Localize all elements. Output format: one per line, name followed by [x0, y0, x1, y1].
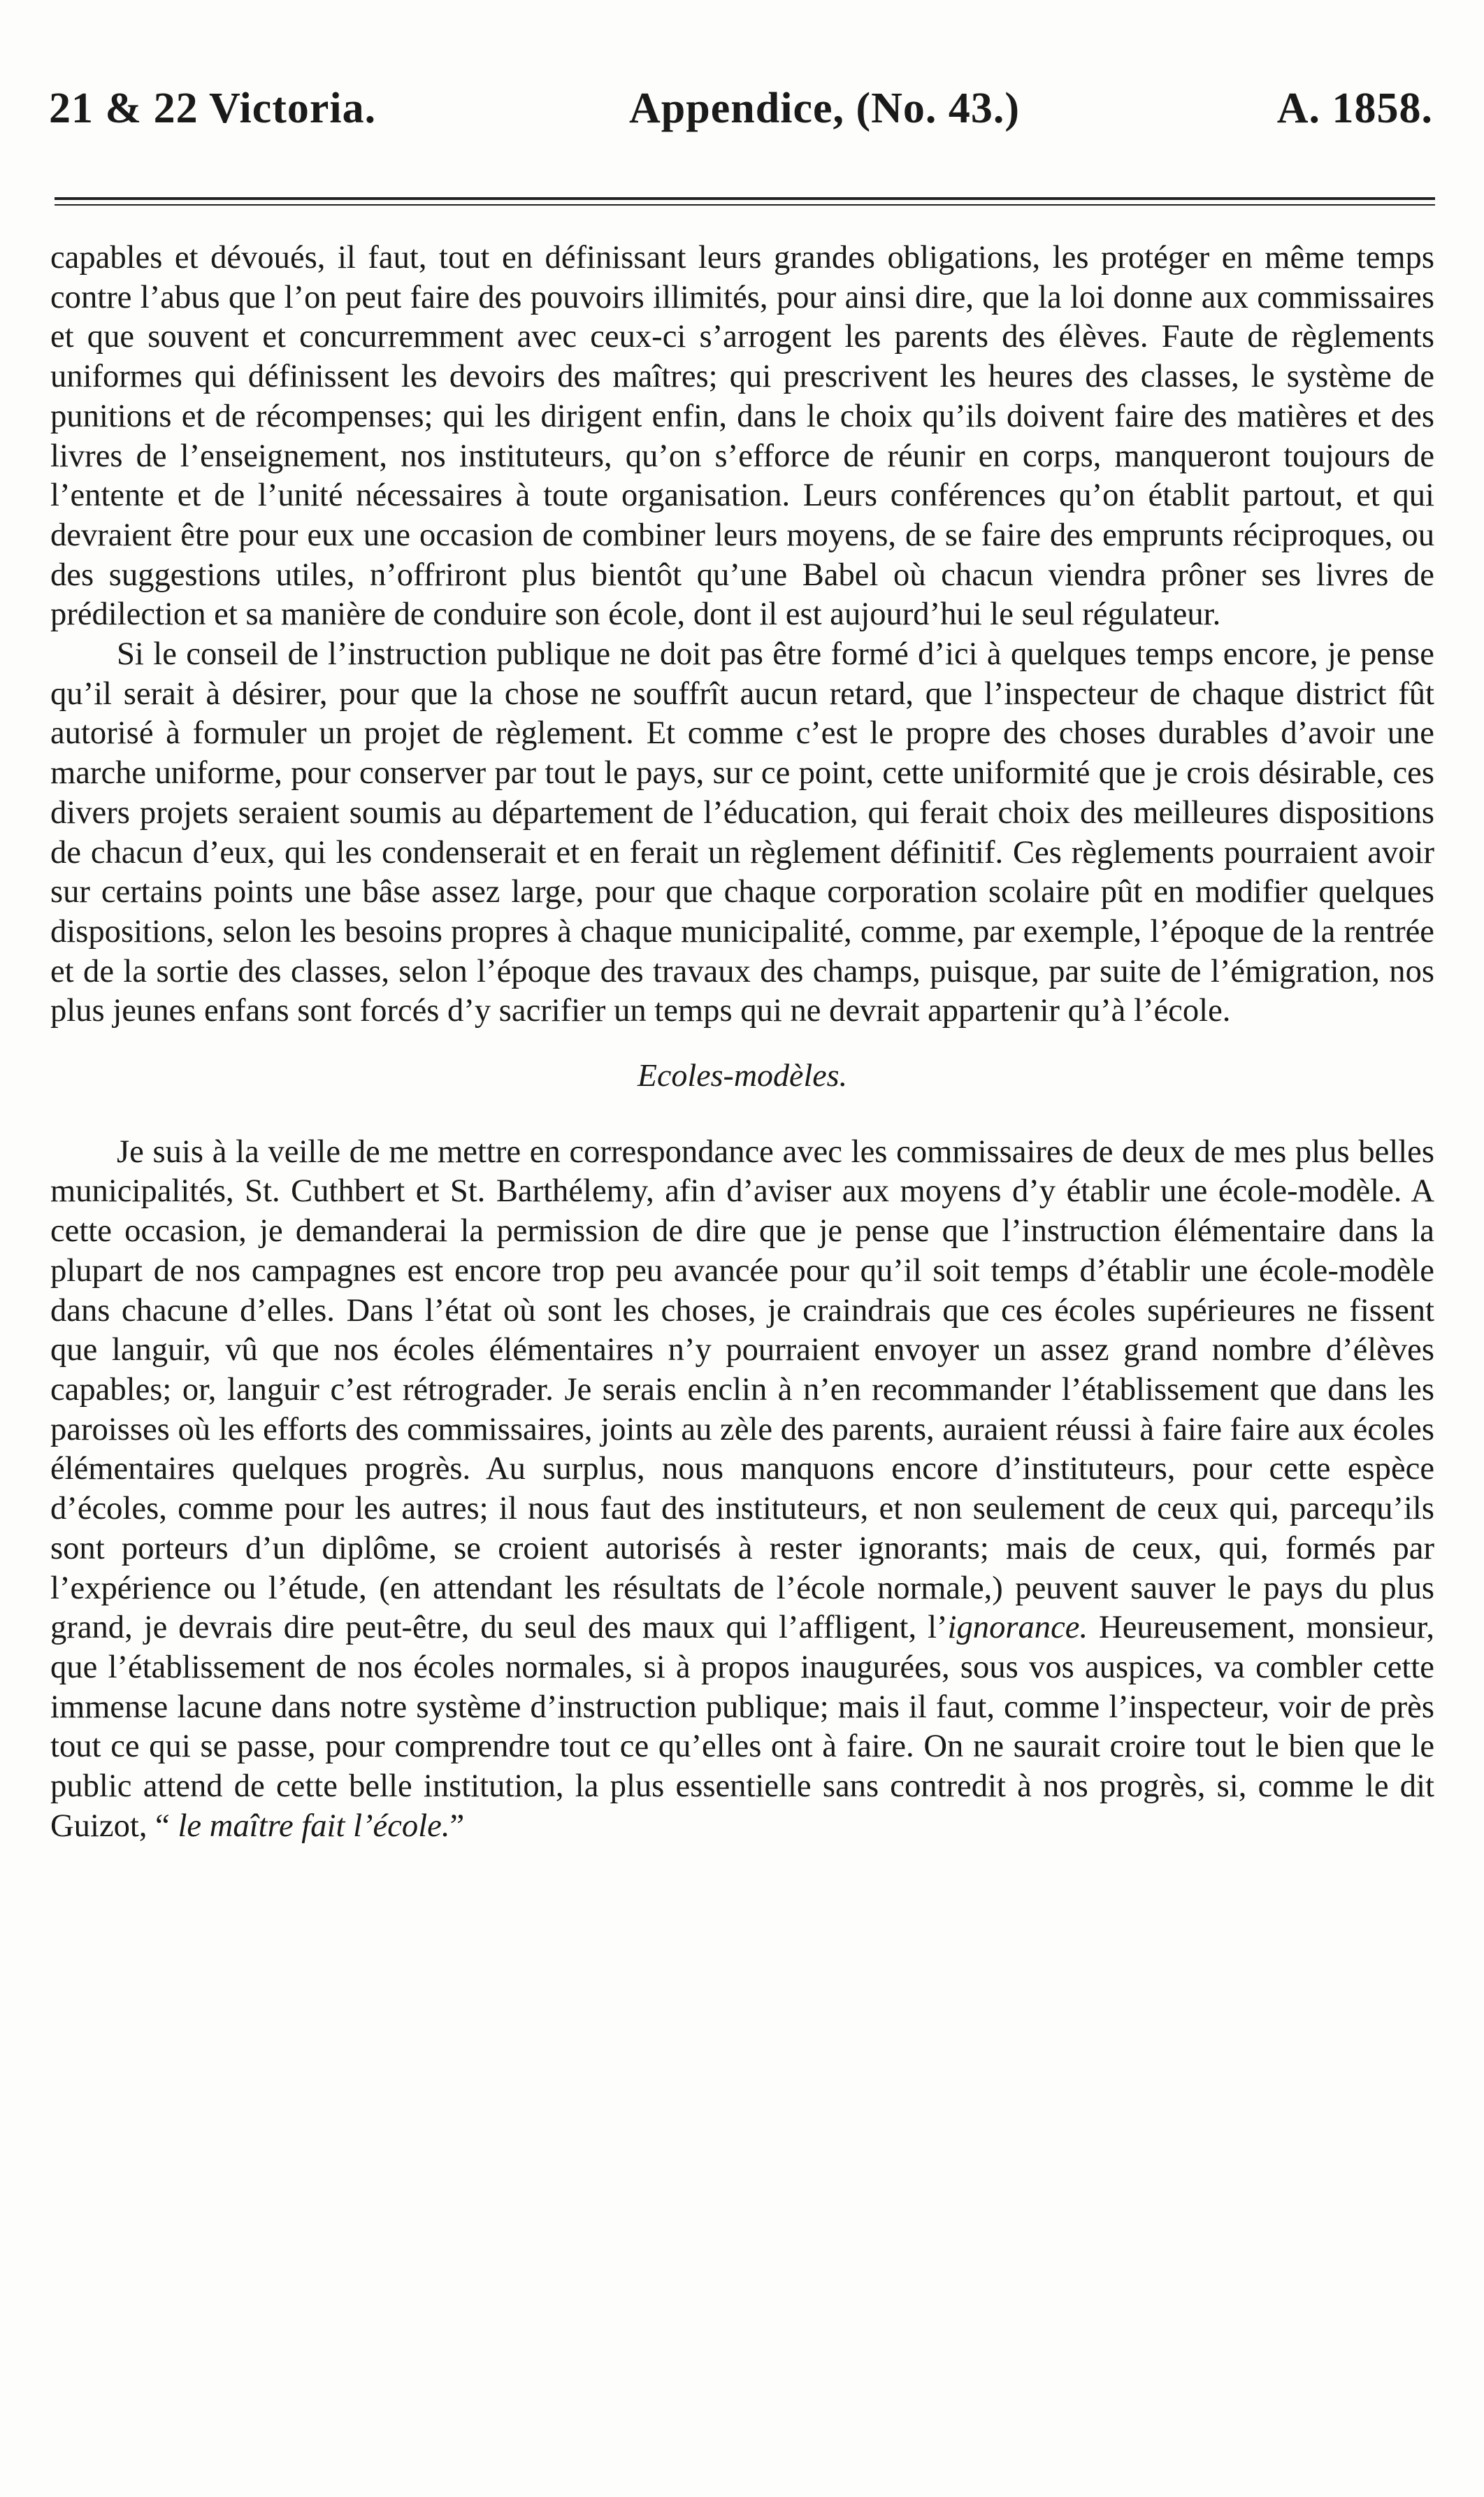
paragraph-2: Si le conseil de l’instruction publique ne doit pas être formé d’ici à quelques temps encore, je pense qu’il serait à désirer, pour que la chose ne souffrît aucun retard, que l’inspecteur de chaque district fût autorisé à formuler un projet de règlement. Et comme c’est le propre des choses durables d’avoir une marche uniforme, pour conserver par tout le pays, sur ce point, cette uniformité que je crois désirable, ces divers projets seraient soumis au département de l’éducation, qui ferait choix des meilleures dispositions de chacun d’eux, qui les condenserait et en ferait un règlement définitif. Ces règlements pourraient avoir sur certains points une bâse assez large, pour que chaque corporation scolaire pût en modifier quelques dispositions, selon les besoins propres à chaque municipalité, comme, par exemple, l’époque de la rentrée et de la sortie des classes, selon l’époque des travaux des champs, puisque, par suite de l’émigration, nos plus jeunes enfans sont forcés d’y sacrifier un temps qui ne devrait appartenir qu’à l’école.: [50, 636, 1434, 1029]
paragraph-3-emphasis-ignorance: ignorance.: [947, 1609, 1088, 1646]
header-rule-thick: [55, 197, 1435, 200]
header-year: A. 1858.: [1276, 85, 1433, 132]
paragraph-3: [50, 1132, 1434, 1846]
header-session: 21 & 22 Victoria.: [49, 85, 377, 132]
paragraph-3-text-c: ”: [449, 1807, 465, 1844]
paragraph-1: capables et dévoués, il faut, tout en définissant leurs grandes obligations, les protéger en même temps contre l’abus que l’on peut faire des pouvoirs illimités, pour ainsi dire, que la loi donne aux commissaires et que souvent et concurremment avec ceux-ci s’arrogent les parents des élèves. Faute de règlements uniformes qui définissent les devoirs des maîtres; qui prescrivent les heures des classes, le système de punitions et de récompenses; qui les dirigent enfin, dans le choix qu’ils doivent faire des matières et des livres de l’enseignement, nos instituteurs, qu’on s’efforce de réunir en corps, manqueront toujours de l’entente et de l’unité nécessaires à toute organisation. Leurs conférences qu’on établit partout, et qui devraient être pour eux une occasion de combiner leurs moyens, de se faire des emprunts réciproques, ou des suggestions utiles, n’offriront plus bientôt qu’une Babel où chacun viendra prôner ses livres de prédilection et sa manière de conduire son école, dont il est aujourd’hui le seul régulateur.: [50, 239, 1434, 633]
paragraph-3-emphasis-quote: le maître fait l’école.: [178, 1807, 450, 1844]
header-appendix: Appendice, (No. 43.): [629, 85, 1021, 132]
header-rule-thin: [55, 204, 1435, 206]
paragraph-3-text-a: Je suis à la veille de me mettre en correspondance avec les commissaires de deux de mes plus belles municipalités, St. Cuthbert et St. Barthélemy, afin d’aviser aux moyens d’y établir une école-modèle. A cette occasion, je demanderai la permission de dire que je pense que l’instruction élémentaire dans la plupart de nos campagnes est encore trop peu avancée pour qu’il soit temps d’établir une école-modèle dans chacune d’elles. Dans l’état où sont les choses, je craindrais que ces écoles supérieures ne fissent que languir, vû que nos écoles élémentaires n’y pourraient envoyer un assez grand nombre d’élèves capables; or, languir c’est rétrograder. Je serais enclin à n’en recommander l’établissement que dans les paroisses où les efforts des commissaires, joints au zèle des parents, auraient réussi à faire faire aux écoles élémentaires quelques progrès. Au surplus, nous manquons encore d’instituteurs, pour cette espèce d’écoles, comme pour les autres; il nous faut des instituteurs, et non seulement de ceux qui, parcequ’ils sont porteurs d’un diplôme, se croient autorisés à rester ignorants; mais de ceux, qui, formés par l’expérience ou l’étude, (en attendant les résultats de l’école normale,) peuvent sauver le pays du plus grand, je devrais dire peut-être, du seul des maux qui l’affligent, l’: [50, 1133, 1434, 1646]
body-text: [50, 238, 1434, 1845]
paragraph-3-text-b: Heureusement, monsieur, que l’établissement de nos écoles normales, si à propos inaugurées, sous vos auspices, va combler cette immense lacune dans notre système d’instruction publique; mais il faut, comme l’inspecteur, voir de près tout ce qui se passe, pour comprendre tout ce qu’elles ont à faire. On ne saurait croire tout le bien que le public attend de cette belle institution, la plus essentielle sans contredit à nos progrès, si, comme le dit Guizot, “: [50, 1609, 1434, 1844]
page-header: [49, 84, 1433, 147]
section-title: Ecoles-modèles.: [637, 1057, 848, 1094]
